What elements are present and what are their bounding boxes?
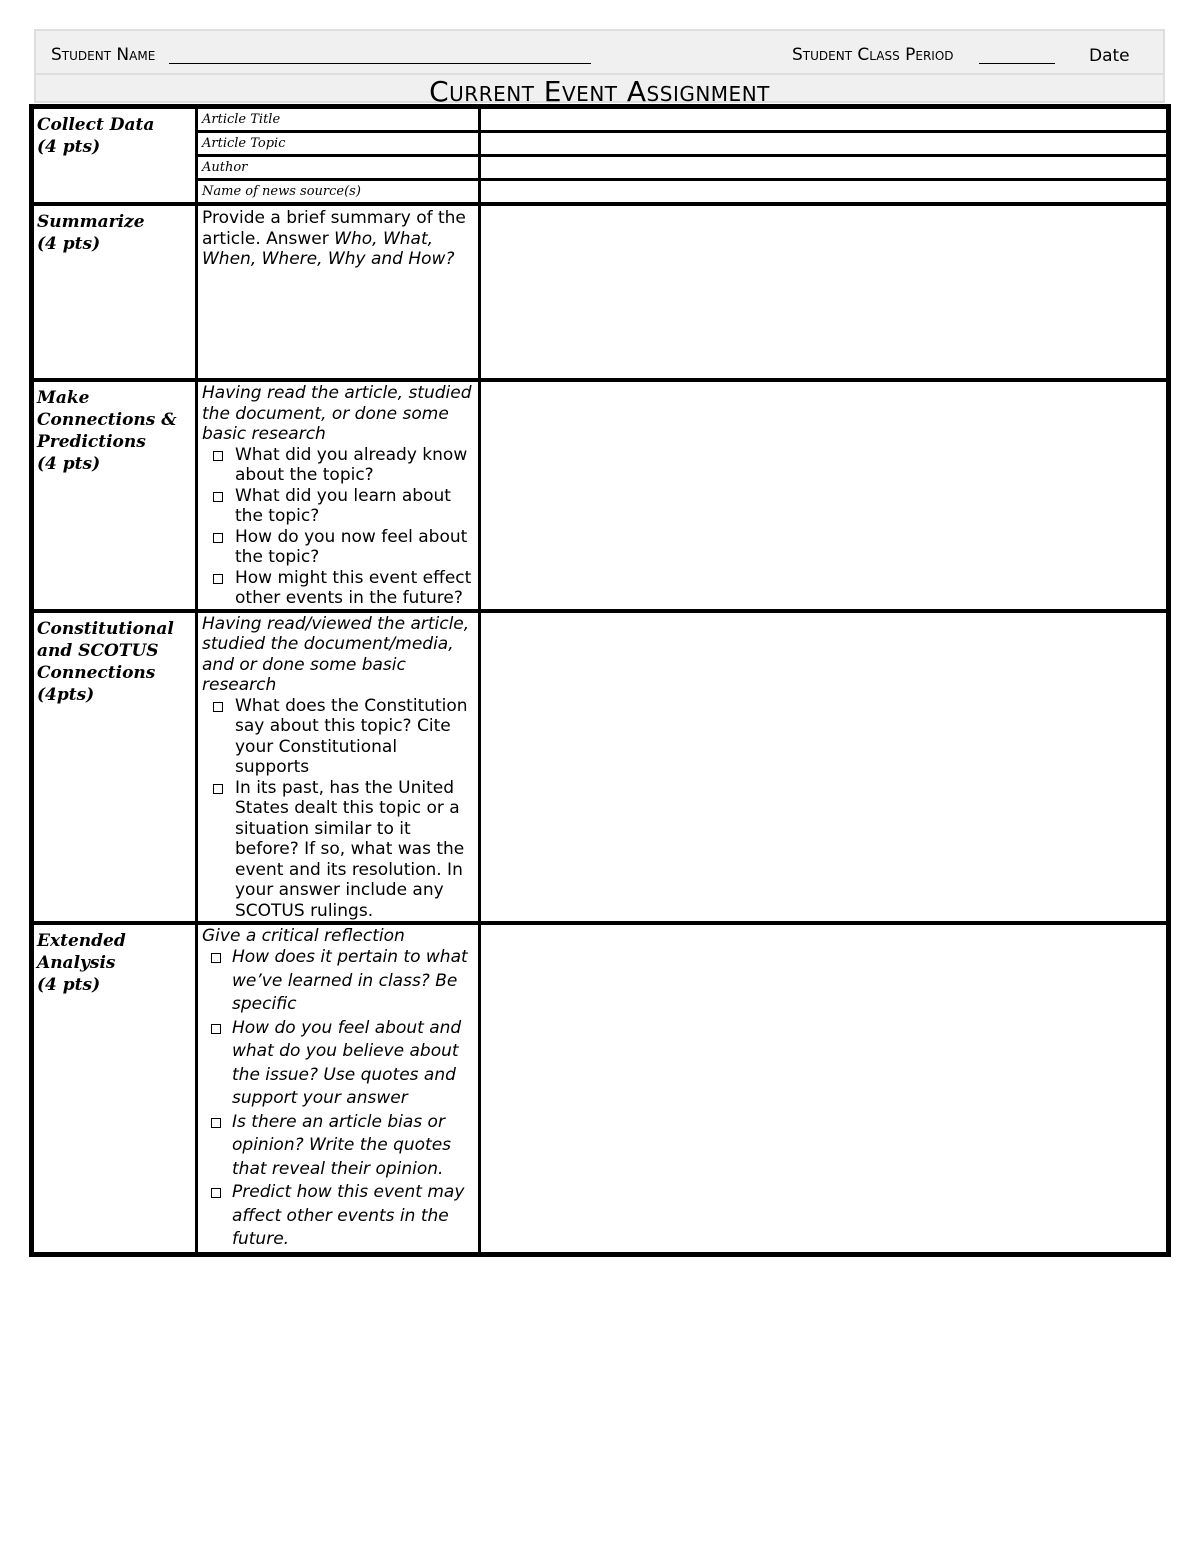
analysis-points: (4 pts) [37, 975, 101, 995]
checklist-item-text: What did you already know about the topic? [235, 444, 468, 485]
checklist-item [210, 696, 476, 778]
class-period-field[interactable] [979, 63, 1055, 64]
summarize-label-cell [32, 204, 197, 380]
connections-prompt [198, 382, 478, 609]
constitutional-prompt [198, 613, 478, 922]
page-title: Current Event Assignment [429, 75, 770, 108]
summarize-prompt [198, 206, 478, 270]
article-title-label: Article Title [202, 112, 281, 127]
collect-row-source [32, 180, 1169, 205]
summarize-answer[interactable] [480, 204, 1169, 380]
article-title-label-cell [197, 107, 480, 132]
constitutional-checklist [202, 696, 476, 922]
article-topic-label: Article Topic [202, 136, 286, 151]
connections-intro: Having read the article, studied the document, or done some basic research [202, 383, 472, 444]
checkbox-icon[interactable] [213, 702, 223, 712]
checklist-item [210, 527, 476, 568]
checkbox-icon[interactable] [213, 451, 223, 461]
news-source-label: Name of news source(s) [202, 184, 361, 199]
header-band [34, 29, 1165, 108]
connections-answer[interactable] [480, 380, 1169, 611]
connections-prompt-cell [197, 380, 480, 611]
checklist-item [210, 568, 476, 609]
author-input[interactable] [480, 156, 1169, 180]
analysis-label-cell [32, 923, 197, 1254]
summarize-prompt-text: Provide a brief summary of the article. Answer [202, 208, 466, 249]
checklist-item-text: What did you learn about the topic? [235, 485, 451, 526]
constitutional-intro: Having read/viewed the article, studied the document/media, and or done some basic research [202, 613, 470, 695]
article-title-input[interactable] [480, 107, 1169, 132]
analysis-answer[interactable] [480, 923, 1169, 1254]
collect-row-topic [32, 132, 1169, 156]
analysis-prompt-cell [197, 923, 480, 1254]
article-topic-label-cell [197, 132, 480, 156]
checkbox-icon[interactable] [213, 533, 223, 543]
collect-points: (4 pts) [37, 137, 101, 157]
checklist-item-text: How does it pertain to what we’ve learned in class? Be specific [232, 947, 468, 1014]
class-period-label: Student Class Period [792, 45, 954, 65]
connections-label: Make Connections & Predictions [37, 388, 177, 452]
checklist-item-text: How do you feel about and what do you believe about the issue? Use quotes and support your answer [232, 1017, 462, 1108]
analysis-intro: Give a critical reflection [202, 926, 405, 946]
constitutional-answer[interactable] [480, 611, 1169, 924]
checklist-item-text: What does the Constitution say about this topic? Cite your Constitutional supports [235, 695, 468, 777]
analysis-prompt [198, 925, 478, 1252]
author-label: Author [202, 160, 248, 175]
connections-row [32, 380, 1169, 611]
collect-label-cell [32, 107, 197, 205]
date-label: Date [1089, 46, 1130, 66]
connections-label-cell [32, 380, 197, 611]
checklist-item-text: In its past, has the United States dealt this topic or a situation similar to it before? If so, what was the event and its resolution. In your answer include any SCOTUS rulings. [235, 777, 465, 921]
checklist-item-text: Predict how this event may affect other events in the future. [232, 1182, 465, 1249]
checkbox-icon[interactable] [213, 784, 223, 794]
collect-row-title [32, 107, 1169, 132]
summarize-label: Summarize [37, 212, 145, 232]
news-source-input[interactable] [480, 180, 1169, 205]
connections-checklist [202, 445, 476, 609]
collect-label: Collect Data [37, 115, 155, 135]
connections-points: (4 pts) [37, 454, 101, 474]
constitutional-label: Constitutional and SCOTUS Connections (4pts) [37, 618, 174, 705]
checklist-item [210, 946, 476, 1017]
checklist-item [210, 486, 476, 527]
collect-row-author [32, 156, 1169, 180]
student-name-field[interactable] [169, 63, 591, 64]
checklist-item [210, 1017, 476, 1111]
article-topic-input[interactable] [480, 132, 1169, 156]
news-source-label-cell [197, 180, 480, 205]
checkbox-icon[interactable] [211, 953, 221, 963]
analysis-checklist [202, 946, 476, 1252]
checklist-item [210, 1181, 476, 1252]
summarize-prompt-questions: Who, What, When, Where, Why and How? [202, 228, 455, 269]
constitutional-row [32, 611, 1169, 924]
assignment-table [29, 104, 1171, 1257]
checklist-item-text: Is there an article bias or opinion? Write the quotes that reveal their opinion. [232, 1111, 452, 1179]
checklist-item [210, 445, 476, 486]
checkbox-icon[interactable] [211, 1118, 221, 1128]
checklist-item-text: How might this event effect other events in the future? [235, 567, 472, 608]
checklist-item-text: How do you now feel about the topic? [235, 526, 468, 567]
author-label-cell [197, 156, 480, 180]
student-name-label: Student Name [51, 45, 156, 65]
checkbox-icon[interactable] [213, 492, 223, 502]
checkbox-icon[interactable] [211, 1024, 221, 1034]
summarize-row [32, 204, 1169, 380]
analysis-row [32, 923, 1169, 1254]
checkbox-icon[interactable] [213, 574, 223, 584]
checkbox-icon[interactable] [211, 1188, 221, 1198]
analysis-label: Extended Analysis [37, 931, 126, 973]
summarize-points: (4 pts) [37, 234, 101, 254]
summarize-prompt-cell [197, 204, 480, 380]
constitutional-prompt-cell [197, 611, 480, 924]
checklist-item [210, 1111, 476, 1182]
constitutional-label-cell [32, 611, 197, 924]
checklist-item [210, 778, 476, 922]
